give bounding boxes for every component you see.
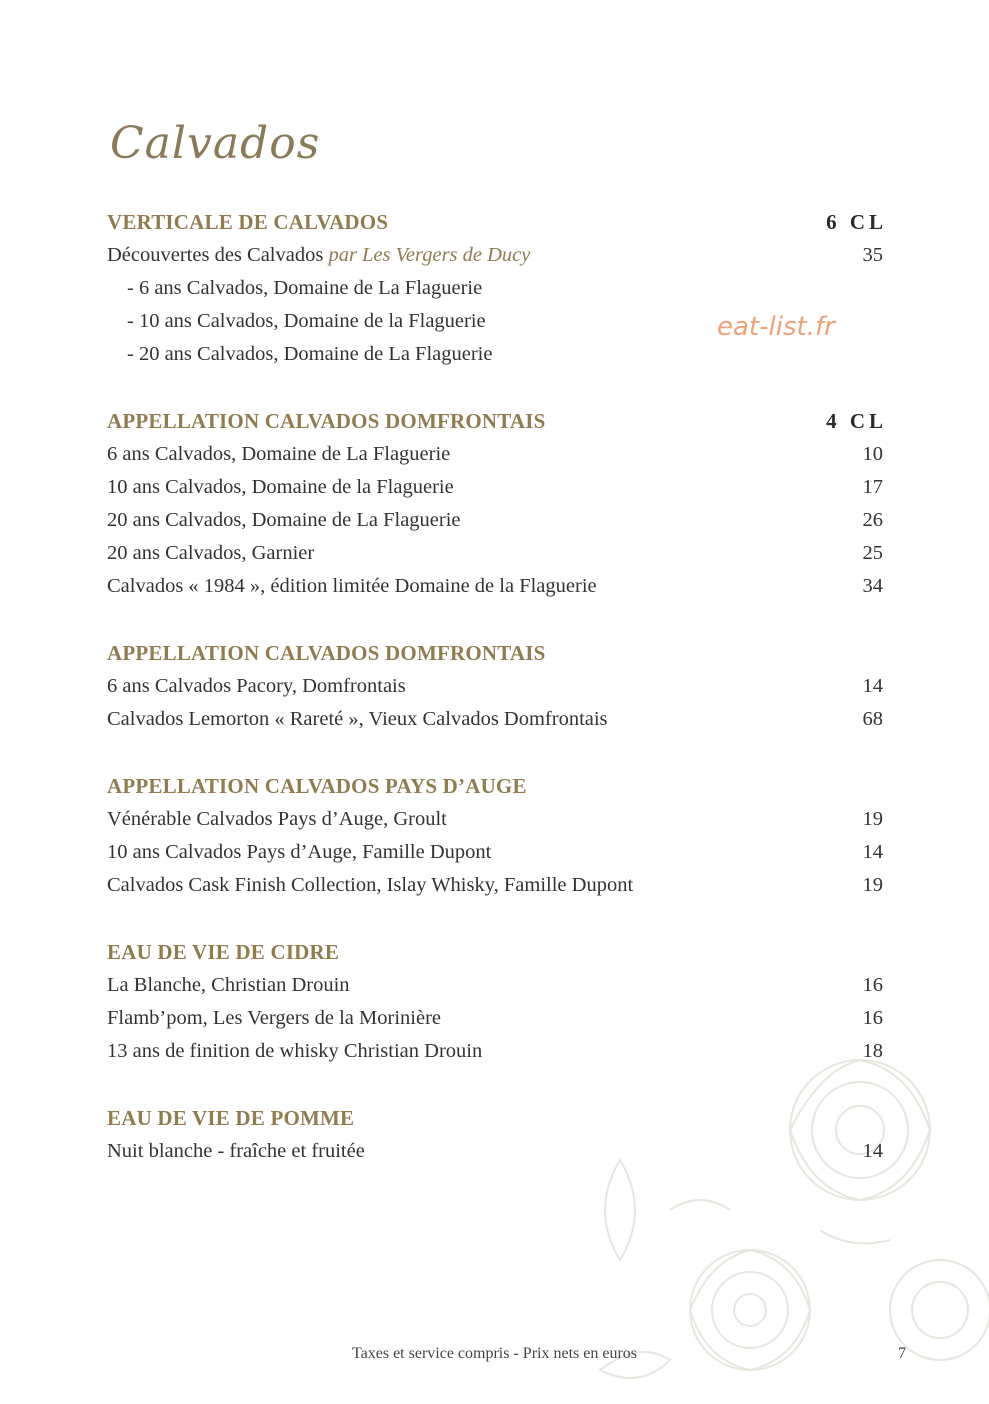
- menu-item: [107, 1135, 883, 1168]
- item-name: Découvertes des Calvados par Les Vergers de Ducy: [107, 244, 531, 266]
- menu-item: [107, 869, 883, 902]
- menu-item: [107, 438, 883, 471]
- item-price: 19: [862, 808, 883, 830]
- item-name: 10 ans Calvados Pays d’Auge, Famille Dupont: [107, 841, 492, 863]
- page-number: 7: [898, 1345, 906, 1362]
- section-unit: 6 CL: [826, 210, 887, 234]
- menu-item: [107, 504, 883, 537]
- menu-item: [107, 570, 883, 603]
- item-price: 68: [862, 708, 883, 730]
- section-eau-de-vie-cidre: [107, 935, 883, 1068]
- item-name: Calvados Cask Finish Collection, Islay Whisky, Famille Dupont: [107, 874, 634, 896]
- item-name: Flamb’pom, Les Vergers de la Morinière: [107, 1007, 441, 1029]
- item-price: 17: [862, 476, 883, 498]
- menu-item: [107, 537, 883, 570]
- section-title: APPELLATION CALVADOS PAYS D’AUGE: [107, 774, 527, 798]
- menu-item: [107, 1002, 883, 1035]
- section-header: [107, 636, 883, 670]
- section-title: VERTICALE DE CALVADOS: [107, 210, 389, 234]
- menu-item: [107, 836, 883, 869]
- menu-item: [107, 471, 883, 504]
- item-price: 26: [862, 509, 883, 531]
- section-pays-auge: [107, 769, 883, 902]
- section-header: [107, 1101, 883, 1135]
- menu-item: [107, 969, 883, 1002]
- menu-content: [107, 205, 887, 1201]
- footer-note: Taxes et service compris - Prix nets en euros: [351, 1345, 637, 1362]
- menu-item: [107, 670, 883, 703]
- menu-item: [107, 703, 883, 736]
- item-name: La Blanche, Christian Drouin: [107, 974, 350, 996]
- section-title: EAU DE VIE DE CIDRE: [107, 940, 340, 964]
- section-header: [107, 935, 883, 969]
- item-name: Nuit blanche - fraîche et fruitée: [107, 1140, 365, 1162]
- item-price: 14: [862, 675, 883, 697]
- section-title: EAU DE VIE DE POMME: [107, 1106, 355, 1130]
- item-price: 16: [862, 974, 883, 996]
- menu-subitem: [107, 305, 883, 338]
- item-price: 35: [862, 244, 883, 266]
- item-name: Calvados Lemorton « Rareté », Vieux Calvados Domfrontais: [107, 708, 608, 730]
- item-name: 20 ans Calvados, Domaine de La Flaguerie: [107, 509, 461, 531]
- subitem-name: - 6 ans Calvados, Domaine de La Flaguerie: [127, 277, 483, 299]
- item-name: 6 ans Calvados, Domaine de La Flaguerie: [107, 443, 451, 465]
- item-name: 6 ans Calvados Pacory, Domfrontais: [107, 675, 406, 697]
- item-price: 14: [862, 841, 883, 863]
- item-price: 18: [862, 1040, 883, 1062]
- item-price: 34: [862, 575, 883, 597]
- item-name: 20 ans Calvados, Garnier: [107, 542, 315, 564]
- menu-item: [107, 1035, 883, 1068]
- page-title: Calvados: [110, 118, 321, 169]
- section-eau-de-vie-pomme: [107, 1101, 883, 1168]
- item-price: 10: [862, 443, 883, 465]
- section-domfrontais-4cl: [107, 404, 887, 603]
- item-producer: par Les Vergers de Ducy: [328, 244, 531, 266]
- watermark-text: eat-list.fr: [717, 312, 835, 342]
- menu-item: [107, 803, 883, 836]
- item-price: 19: [862, 874, 883, 896]
- item-name: 13 ans de finition de whisky Christian Drouin: [107, 1040, 483, 1062]
- item-price: 16: [862, 1007, 883, 1029]
- section-header: [107, 769, 883, 803]
- item-name: 10 ans Calvados, Domaine de la Flaguerie: [107, 476, 454, 498]
- section-header: [107, 205, 887, 239]
- item-price: 14: [862, 1140, 883, 1162]
- menu-item: [107, 239, 883, 272]
- item-name: Calvados « 1984 », édition limitée Domaine de la Flaguerie: [107, 575, 597, 597]
- section-title: APPELLATION CALVADOS DOMFRONTAIS: [107, 641, 546, 665]
- subitem-name: - 20 ans Calvados, Domaine de La Flaguerie: [127, 343, 493, 365]
- menu-subitem: [107, 338, 883, 371]
- section-unit: 4 CL: [826, 409, 887, 433]
- item-price: 25: [862, 542, 883, 564]
- section-verticale: [107, 205, 887, 371]
- item-name: Vénérable Calvados Pays d’Auge, Groult: [107, 808, 447, 830]
- section-domfrontais: [107, 636, 883, 736]
- section-header: [107, 404, 887, 438]
- subitem-name: - 10 ans Calvados, Domaine de la Flaguerie: [127, 310, 486, 332]
- menu-subitem: [107, 272, 883, 305]
- section-title: APPELLATION CALVADOS DOMFRONTAIS: [107, 409, 546, 433]
